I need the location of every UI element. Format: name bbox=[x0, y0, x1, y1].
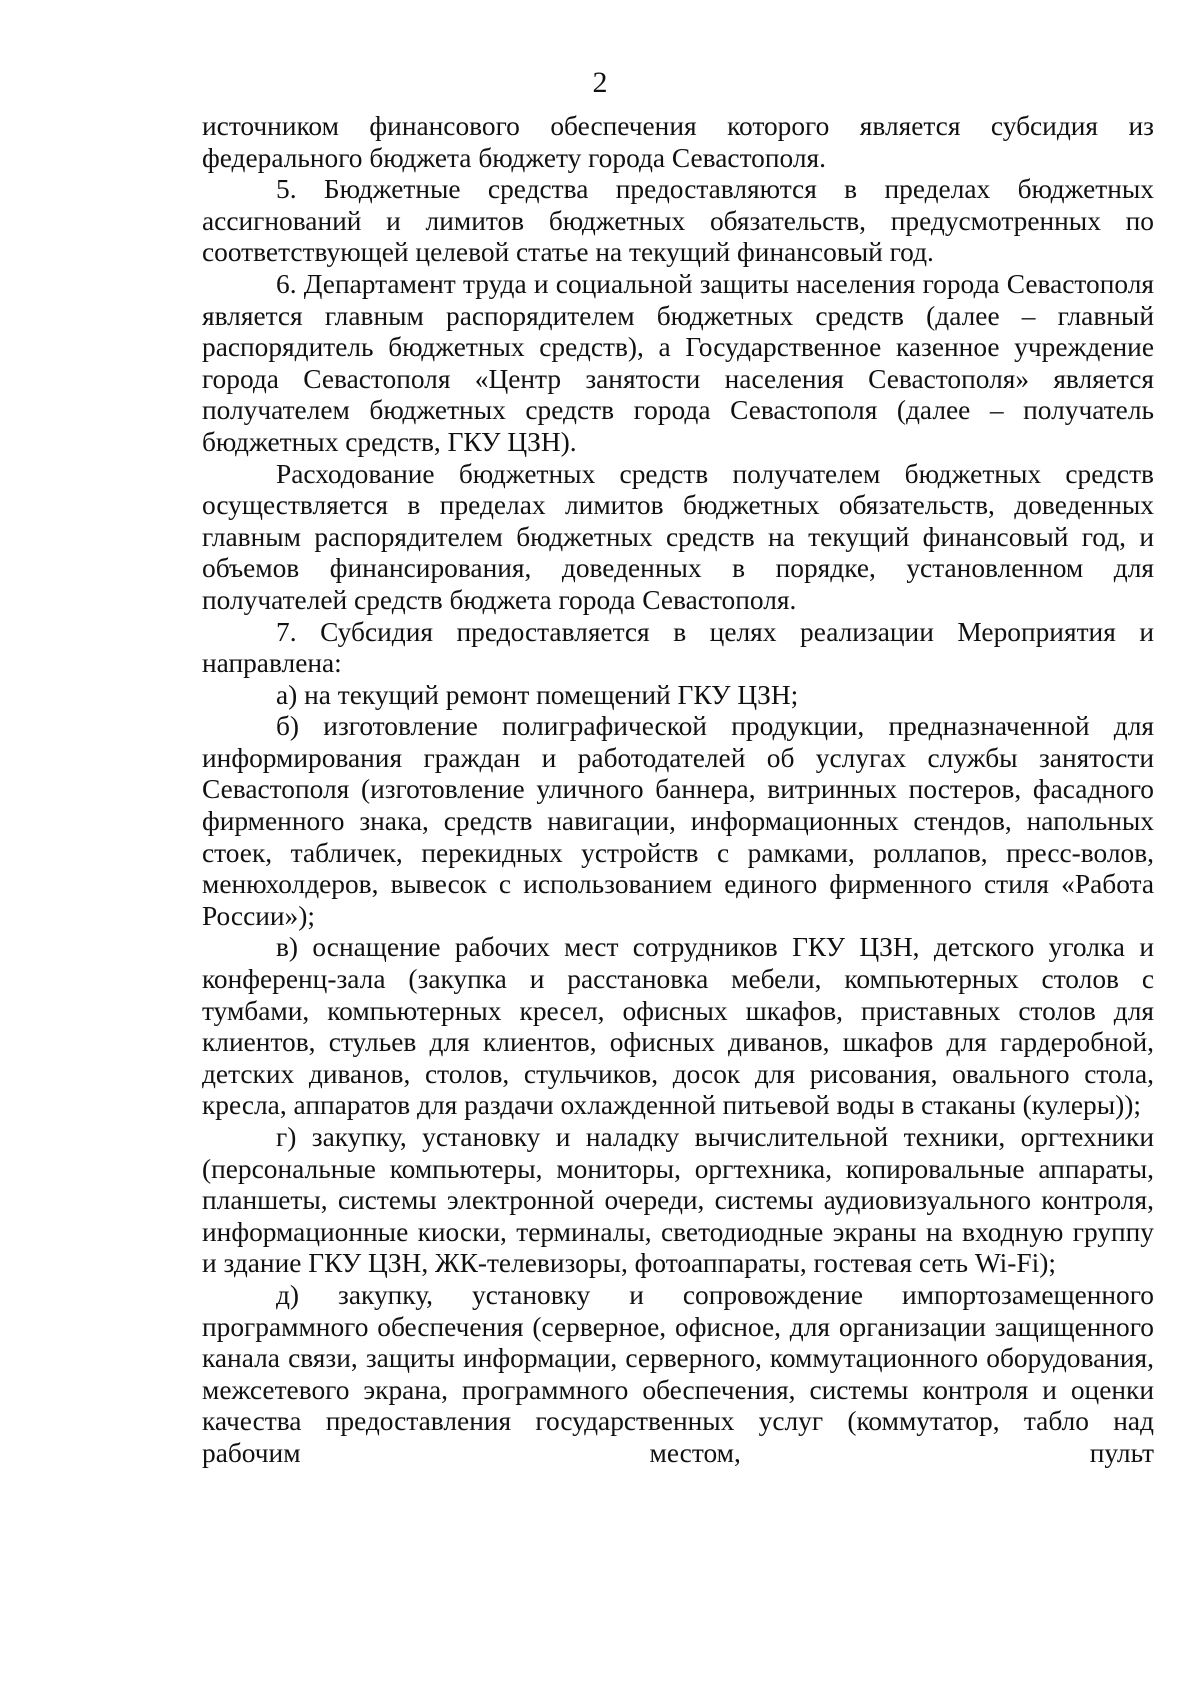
paragraph-spending: Расходование бюджетных средств получателем бюджетных средств осуществляется в пределах лимитов бюджетных обязательств, доведенных главным распорядителем бюджетных средств на текущий финансовый год, и объемов финансирования, доведенных в порядке, установленном для получателей средств бюджета города Севастополя. bbox=[202, 458, 1154, 615]
item-b: б) изготовление полиграфической продукции, предназначенной для информирования граждан и работодателей об услугах службы занятости Севастополя (изготовление уличного баннера, витринных постеров, фасадного фирменного знака, средств навигации, информационных стендов, напольных стоек, табличек, перекидных устройств с рамками, роллапов, пресс-волов, менюхолдеров, вывесок с использованием единого фирменного стиля «Работа России»); bbox=[202, 711, 1154, 931]
page-number: 2 bbox=[592, 66, 608, 99]
item-d: д) закупку, установку и сопровождение импортозамещенного программного обеспечения (серверное, офисное, для организации защищенного канала связи, защиты информации, серверного, коммутационного оборудования, межсетевого экрана, программного обеспечения, системы контроля и оценки качества предоставления государственных услуг (коммутатор, табло над рабочим местом, пульт bbox=[202, 1279, 1154, 1468]
paragraph-continuation: источником финансового обеспечения которого является субсидия из федерального бюджета бюджету города Севастополя. bbox=[202, 111, 1154, 173]
paragraph-5: 5. Бюджетные средства предоставляются в пределах бюджетных ассигнований и лимитов бюджетных обязательств, предусмотренных по соответствующей целевой статье на текущий финансовый год. bbox=[202, 174, 1154, 268]
item-g: г) закупку, установку и наладку вычислительной техники, оргтехники (персональные компьютеры, мониторы, оргтехника, копировальные аппараты, планшеты, системы электронной очереди, системы аудиовизуального контроля, информационные киоски, терминалы, светодиодные экраны на входную группу и здание ГКУ ЦЗН, ЖК-телевизоры, фотоаппараты, гостевая сеть Wi-Fi); bbox=[202, 1122, 1154, 1279]
item-v: в) оснащение рабочих мест сотрудников ГКУ ЦЗН, детского уголка и конференц-зала (закупка и расстановка мебели, компьютерных столов с тумбами, компьютерных кресел, офисных шкафов, приставных столов для клиентов, стульев для клиентов, офисных диванов, шкафов для гардеробной, детских диванов, столов, стульчиков, досок для рисования, овального стола, кресла, аппаратов для раздачи охлажденной питьевой воды в стаканы (кулеры)); bbox=[202, 932, 1154, 1121]
document-body bbox=[202, 111, 1154, 1470]
item-a: а) на текущий ремонт помещений ГКУ ЦЗН; bbox=[276, 679, 799, 710]
paragraph-6: 6. Департамент труда и социальной защиты населения города Севастополя является главным распорядителем бюджетных средств (далее – главный распорядитель бюджетных средств), а Государственное казенное учреждение города Севастополя «Центр занятости населения Севастополя» является получателем бюджетных средств города Севастополя (далее – получатель бюджетных средств, ГКУ ЦЗН). bbox=[202, 268, 1154, 457]
paragraph-7: 7. Субсидия предоставляется в целях реализации Мероприятия и направлена: bbox=[202, 616, 1154, 679]
